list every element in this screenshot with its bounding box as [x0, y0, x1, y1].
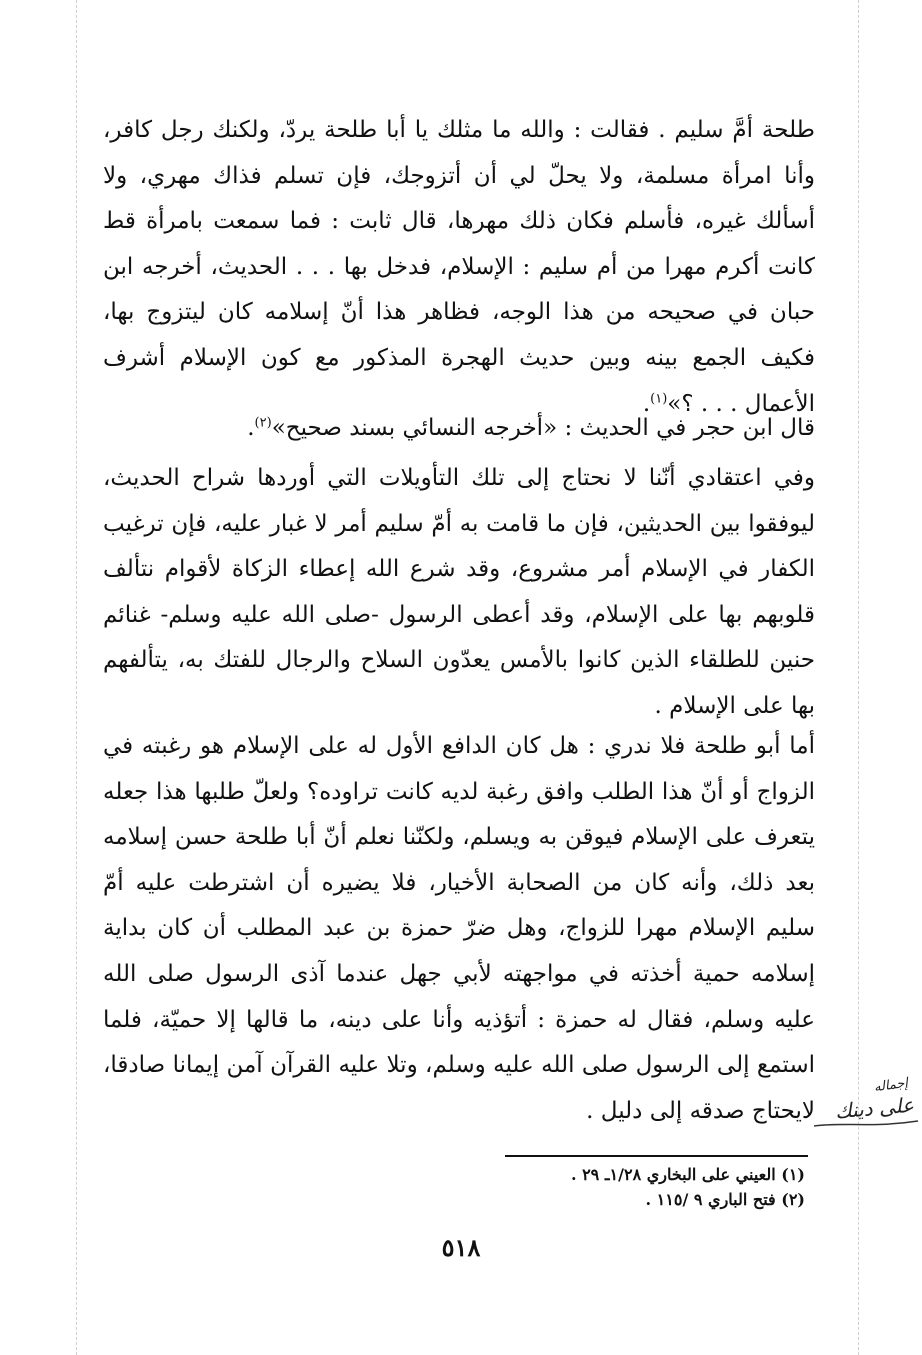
paragraph-2	[103, 406, 815, 452]
paragraph-1-text: طلحة أمَّ سليم . فقالت : والله ما مثلك يا أبا طلحة يردّ، ولكنك رجل كافر، وأنا امرأة مسلمة، ولا يحلّ لي أن أتزوجك، فإن تسلم فذاك مهري، ولا أسألك غيره، فأسلم فكان ذلك مهرها، قال ثابت : فما سمعت بامرأة قط كانت أكرم مهرا من أم سليم : الإسلام، فدخل بها . . . الحديث، أخرجه ابن حبان في صحيحه من هذا الوجه، فظاهر هذا أنّ إسلامه كان ليتزوج بها، فكيف الجمع بينه وبين حديث الهجرة المذكور مع كون الإسلام أشرف الأعمال . . . ؟»	[103, 117, 815, 417]
footnote-divider	[505, 1155, 808, 1157]
paragraph-4-text: أما أبو طلحة فلا ندري : هل كان الدافع الأول له على الإسلام هو رغبته في الزواج أو أنّ هذا الطلب وافق رغبة لديه كانت تراوده؟ ولعلّ طلبها هذا جعله يتعرف على الإسلام فيوقن به ويسلم، ولكنّنا نعلم أنّ أبا طلحة حسن إسلامه بعد ذلك، وأنه كان من الصحابة الأخيار، فلا يضيره أن اشترطت عليه أمّ سليم الإسلام مهرا للزواج، وهل ضرّ حمزة بن عبد المطلب أن كان بداية إسلامه حمية أخذته في مواجهته لأبي جهل عندما آذى الرسول صلى الله عليه وسلم، فقال له حمزة : أتؤذيه وأنا على دينه، ما قالها إلا حميّة، فلما استمع إلى الرسول صلى الله عليه وسلم، وتلا عليه القرآن آمن إيمانا صادقا، لايحتاج صدقه إلى دليل .	[103, 733, 815, 1124]
paragraph-3	[103, 456, 815, 730]
paragraph-4	[103, 724, 815, 1134]
paragraph-2-text: قال ابن حجر في الحديث : «أخرجه النسائي بسند صحيح»	[271, 415, 815, 441]
footnote-ref-2[interactable]: (٢)	[254, 415, 272, 431]
scan-margin-line-right	[858, 0, 859, 1355]
paragraph-1-end: .	[642, 390, 651, 417]
paragraph-2-end: .	[247, 415, 255, 441]
footnote-2: (٢) فتح الباري ٩ /١١٥ .	[645, 1190, 805, 1209]
handwritten-margin-note	[812, 1075, 922, 1138]
handwritten-note-line-2: على دينك	[834, 1092, 915, 1124]
scan-margin-line-left	[76, 0, 77, 1355]
footnotes	[405, 1162, 805, 1212]
paragraph-3-text: وفي اعتقادي أنّنا لا نحتاج إلى تلك التأويلات التي أوردها شراح الحديث، ليوفقوا بين الحديثين، فإن ما قامت به أمّ سليم أمر لا غبار عليه، فإن ترغيب الكفار في الإسلام أمر مشروع، وقد شرع الله إعطاء الزكاة لأقوام نتألف قلوبهم بها على الإسلام، وقد أعطى الرسول -صلى الله عليه وسلم- غنائم حنين للطلقاء الذين كانوا بالأمس يعدّون السلاح والرجال للفتك به، يتألفهم بها على الإسلام .	[103, 465, 815, 719]
page-number: ٥١٨	[441, 1233, 481, 1262]
footnote-ref-1[interactable]: (١)	[650, 390, 668, 406]
handwritten-note-line-1: إجماله	[873, 1075, 909, 1096]
paragraph-1	[103, 108, 815, 427]
handwritten-underline-stroke	[812, 1118, 922, 1132]
footnote-1: (١) العيني على البخاري ١/٢٨ـ ٢٩ .	[570, 1165, 805, 1184]
